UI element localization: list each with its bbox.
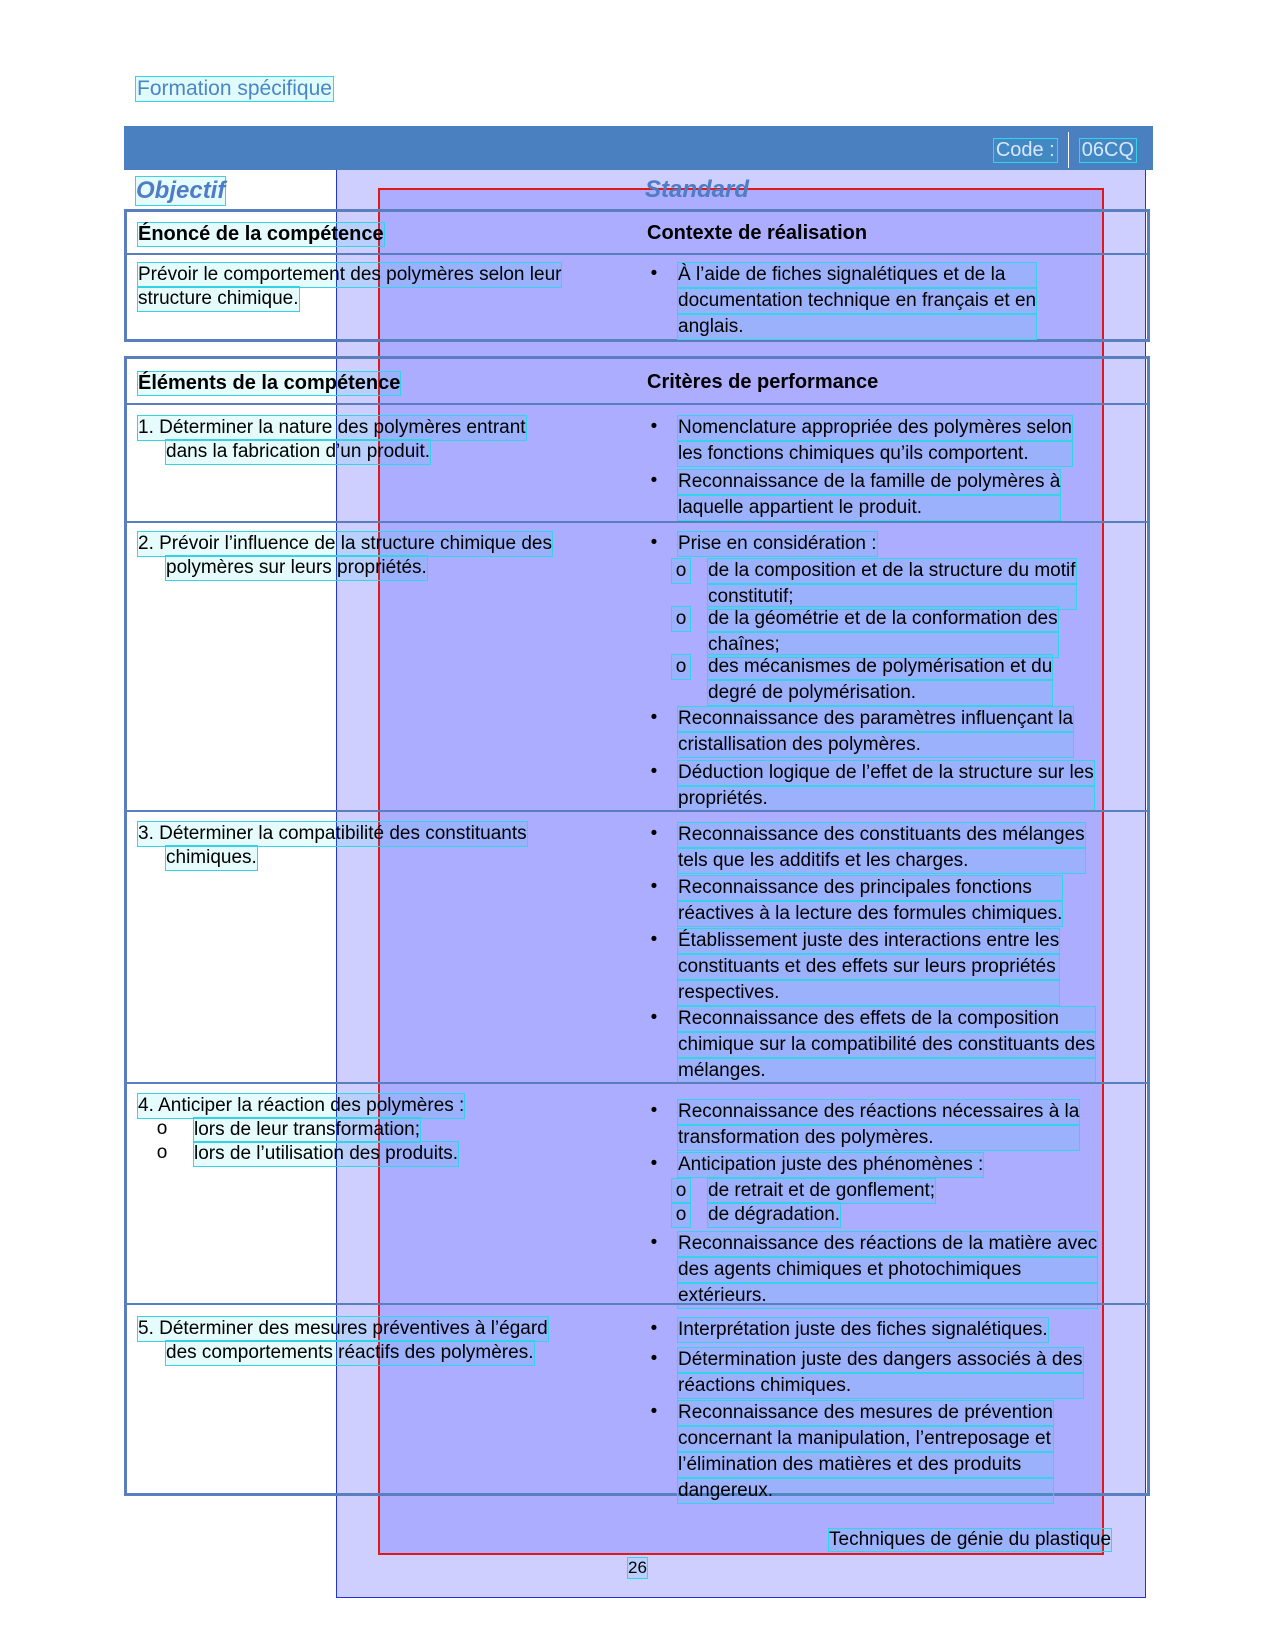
element-4-line-1: 4. Anticiper la réaction des polymères : bbox=[137, 1093, 465, 1119]
criterion-line: transformation des polymères. bbox=[677, 1125, 1080, 1151]
criterion-line: Établissement juste des interactions entre les bbox=[677, 928, 1060, 954]
criterion-line: respectives. bbox=[677, 980, 1060, 1006]
criterion-line: Prise en considération : bbox=[677, 531, 878, 557]
criterion-line: Nomenclature appropriée des polymères selon bbox=[677, 415, 1073, 441]
bullet-icon: • bbox=[650, 263, 658, 284]
criterion-line: les fonctions chimiques qu’ils comportent. bbox=[677, 441, 1073, 467]
criterion-line: de retrait et de gonflement; bbox=[707, 1178, 936, 1204]
criterion bbox=[677, 706, 1074, 758]
bullet-icon: • bbox=[650, 1232, 658, 1253]
criteria-header: Critères de performance bbox=[647, 371, 879, 393]
code-block bbox=[993, 132, 1137, 168]
criterion-line: mélanges. bbox=[677, 1058, 1096, 1084]
elements-header: Éléments de la compétence bbox=[138, 372, 401, 394]
sub-criterion bbox=[707, 558, 1077, 610]
criterion-line: Reconnaissance de la famille de polymères à bbox=[677, 469, 1061, 495]
sub-criterion bbox=[707, 654, 1053, 706]
criterion-line: Reconnaissance des mesures de prévention bbox=[677, 1400, 1054, 1426]
criterion-line: l’élimination des matières et des produits bbox=[677, 1452, 1054, 1478]
criterion-line: extérieurs. bbox=[677, 1283, 1098, 1309]
criterion-line: Reconnaissance des paramètres influençant la bbox=[677, 706, 1074, 732]
criterion-line: dangereux. bbox=[677, 1478, 1054, 1504]
criterion-line: de dégradation. bbox=[707, 1202, 841, 1228]
element-1-line-2: dans la fabrication d’un produit. bbox=[165, 439, 431, 465]
bullet-icon: • bbox=[650, 823, 658, 844]
criterion-line: Reconnaissance des constituants des mélanges bbox=[677, 822, 1086, 848]
element-4-sub-2: lors de l’utilisation des produits. bbox=[193, 1141, 459, 1167]
criterion bbox=[677, 822, 1086, 874]
criterion bbox=[677, 760, 1095, 812]
criterion bbox=[677, 1317, 1049, 1343]
bullet-icon: • bbox=[650, 761, 658, 782]
criterion-line: Détermination juste des dangers associés à des bbox=[677, 1347, 1084, 1373]
bullet-icon: • bbox=[650, 1153, 658, 1174]
element-5-line-2: des comportements réactifs des polymères. bbox=[165, 1340, 535, 1366]
sub-bullet-icon: o bbox=[671, 1178, 691, 1204]
table-divider bbox=[127, 403, 1147, 405]
page-number: 26 bbox=[628, 1558, 647, 1577]
element-2-line-2: polymères sur leurs propriétés. bbox=[165, 555, 428, 581]
table-divider bbox=[127, 253, 1147, 255]
sub-criterion bbox=[707, 606, 1059, 658]
criterion-line: degré de polymérisation. bbox=[707, 680, 1053, 706]
criterion bbox=[677, 469, 1061, 521]
bullet-icon: • bbox=[650, 532, 658, 553]
sub-criterion bbox=[707, 1178, 936, 1204]
document-title: Formation spécifique bbox=[137, 77, 332, 100]
bullet-icon: • bbox=[650, 1348, 658, 1369]
criterion-line: Reconnaissance des réactions de la matière avec bbox=[677, 1231, 1098, 1257]
sub-bullet-icon: o bbox=[671, 654, 691, 680]
competence-statement-header: Énoncé de la compétence bbox=[138, 223, 384, 245]
sub-bullet-icon: o bbox=[156, 1118, 168, 1139]
code-label: Code : bbox=[993, 138, 1058, 163]
table-divider bbox=[127, 1082, 1147, 1084]
element-2-line-1: 2. Prévoir l’influence de la structure chimique des bbox=[137, 531, 553, 557]
objective-heading: Objectif bbox=[136, 177, 226, 204]
criterion-line: de la composition et de la structure du motif bbox=[707, 558, 1077, 584]
criterion-line: Déduction logique de l’effet de la structure sur les bbox=[677, 760, 1095, 786]
criterion-line: constitutif; bbox=[707, 584, 1077, 610]
criterion bbox=[677, 1099, 1080, 1151]
code-separator bbox=[1068, 132, 1069, 168]
bullet-icon: • bbox=[650, 1318, 658, 1339]
table-divider bbox=[127, 810, 1147, 812]
bullet-icon: • bbox=[650, 1100, 658, 1121]
criterion-line: constituants et des effets sur leurs propriétés bbox=[677, 954, 1060, 980]
criterion bbox=[677, 531, 878, 557]
table-divider bbox=[127, 1303, 1147, 1305]
criterion bbox=[677, 1400, 1054, 1504]
criterion-line: des mécanismes de polymérisation et du bbox=[707, 654, 1053, 680]
criterion-line: Reconnaissance des réactions nécessaires à la bbox=[677, 1099, 1080, 1125]
bullet-icon: • bbox=[650, 707, 658, 728]
criterion-line: de la géométrie et de la conformation des bbox=[707, 606, 1059, 632]
criterion-line: laquelle appartient le produit. bbox=[677, 495, 1061, 521]
sub-bullet-icon: o bbox=[671, 1202, 691, 1228]
context-line: À l’aide de fiches signalétiques et de la bbox=[677, 262, 1037, 288]
bullet-icon: • bbox=[650, 470, 658, 491]
bullet-icon: • bbox=[650, 876, 658, 897]
criterion-line: Reconnaissance des effets de la composition bbox=[677, 1006, 1096, 1032]
footer-program: Techniques de génie du plastique bbox=[829, 1529, 1112, 1550]
context-text bbox=[677, 262, 1037, 340]
competence-statement-line-1: Prévoir le comportement des polymères selon leur bbox=[137, 262, 562, 288]
criterion bbox=[677, 415, 1073, 467]
criterion-line: chimique sur la compatibilité des constituants des bbox=[677, 1032, 1096, 1058]
criterion-line: concernant la manipulation, l’entreposage et bbox=[677, 1426, 1054, 1452]
criterion bbox=[677, 1006, 1096, 1084]
competence-statement-line-2: structure chimique. bbox=[137, 286, 300, 312]
criterion-line: réactives à la lecture des formules chimiques. bbox=[677, 901, 1063, 927]
competence-table bbox=[124, 209, 1150, 342]
criterion-line: Interprétation juste des fiches signalétiques. bbox=[677, 1317, 1049, 1343]
elements-table bbox=[124, 356, 1150, 1501]
element-5-line-1: 5. Déterminer des mesures préventives à l’égard bbox=[137, 1316, 549, 1342]
bullet-icon: • bbox=[650, 416, 658, 437]
criterion-line: tels que les additifs et les charges. bbox=[677, 848, 1086, 874]
sub-bullet-icon: o bbox=[156, 1142, 168, 1163]
criterion bbox=[677, 1347, 1084, 1399]
sub-bullet-icon: o bbox=[671, 558, 691, 584]
code-value: 06CQ bbox=[1079, 138, 1137, 163]
sub-bullet-icon: o bbox=[671, 606, 691, 632]
element-1-line-1: 1. Déterminer la nature des polymères entrant bbox=[137, 415, 527, 441]
criterion bbox=[677, 875, 1063, 927]
element-3-line-1: 3. Déterminer la compatibilité des constituants bbox=[137, 821, 528, 847]
context-line: documentation technique en français et en bbox=[677, 288, 1037, 314]
element-4-sub-1: lors de leur transformation; bbox=[193, 1117, 421, 1143]
criterion-line: Anticipation juste des phénomènes : bbox=[677, 1152, 984, 1178]
table-divider bbox=[127, 521, 1147, 523]
criterion-line: des agents chimiques et photochimiques bbox=[677, 1257, 1098, 1283]
element-3-line-2: chimiques. bbox=[165, 845, 258, 871]
context-line: anglais. bbox=[677, 314, 1037, 340]
bullet-icon: • bbox=[650, 1007, 658, 1028]
criterion-line: cristallisation des polymères. bbox=[677, 732, 1074, 758]
criterion-line: propriétés. bbox=[677, 786, 1095, 812]
criterion bbox=[677, 1231, 1098, 1309]
criterion bbox=[677, 1152, 984, 1178]
standard-heading: Standard bbox=[645, 176, 750, 203]
sub-criterion bbox=[707, 1202, 841, 1228]
criterion-line: réactions chimiques. bbox=[677, 1373, 1084, 1399]
criterion-line: Reconnaissance des principales fonctions bbox=[677, 875, 1063, 901]
bullet-icon: • bbox=[650, 1401, 658, 1422]
criterion bbox=[677, 928, 1060, 1006]
context-header: Contexte de réalisation bbox=[647, 222, 868, 244]
criterion-line: chaînes; bbox=[707, 632, 1059, 658]
bullet-icon: • bbox=[650, 929, 658, 950]
